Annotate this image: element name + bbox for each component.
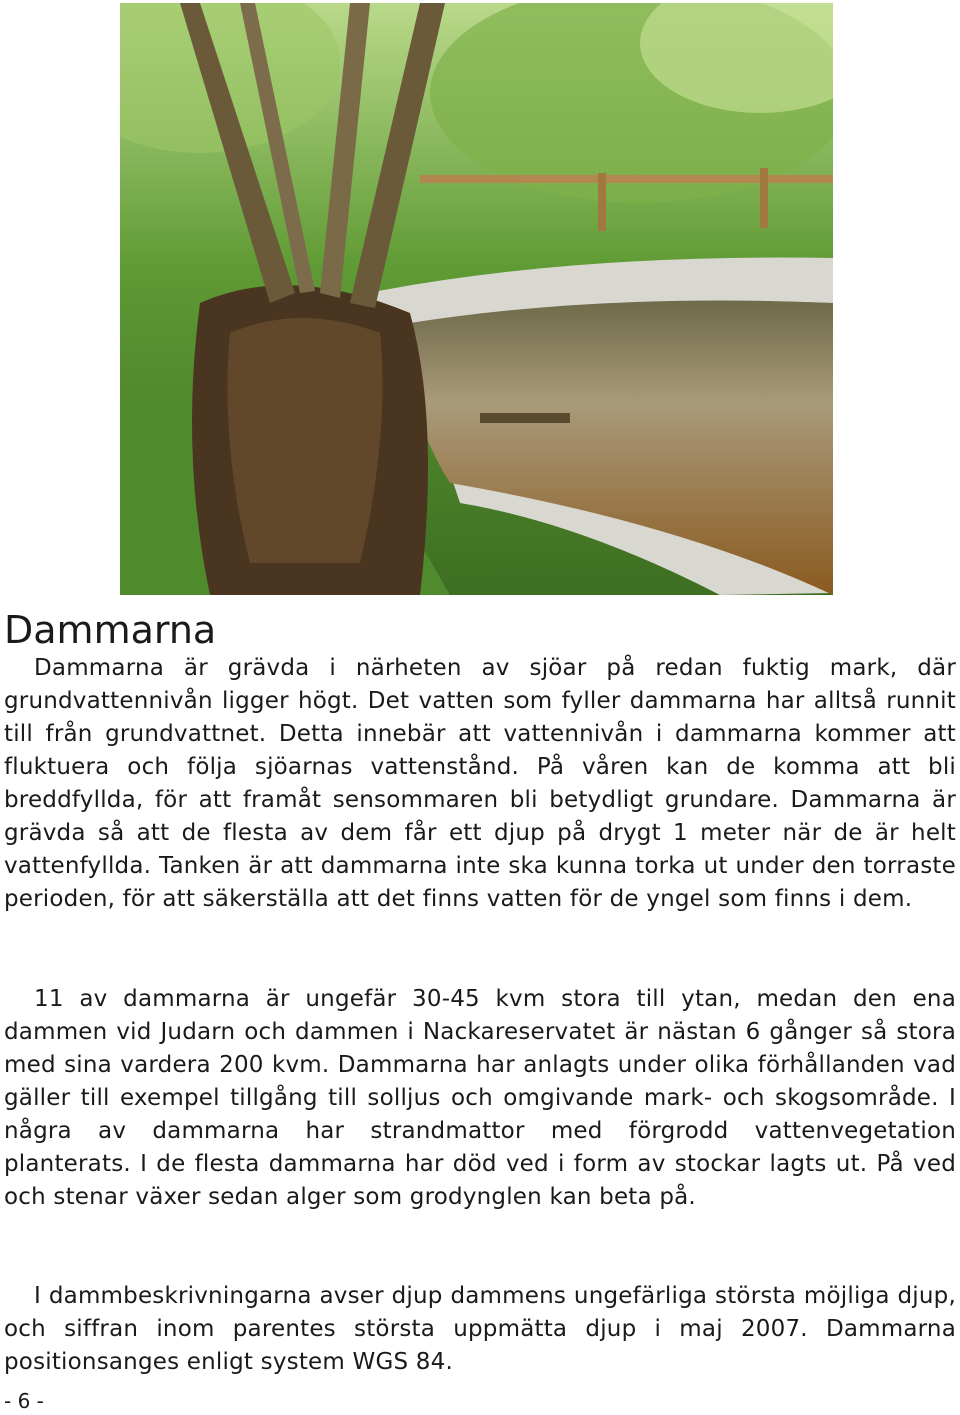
pond-photo xyxy=(120,3,833,595)
pond-photo-icon xyxy=(120,3,833,595)
paragraph-1: Dammarna är grävda i närheten av sjöar på redan fuktig mark, där grundvattennivån ligger högt. Det vatten som fyller dammarna har alltså runnit till från grundvattnet. Detta innebär att vattennivån i dammarna kommer att fluktuera och följa sjöarnas vattenstånd. På våren kan de komma att bli breddfyllda, för att framåt sensommaren bli betydligt grundare. Dammarna är grävda så att de flesta av dem får ett djup på drygt 1 meter när de är helt vattenfyllda. Tanken är att dammarna inte ska kunna torka ut under den torraste perioden, för att säkerställa att det finns vatten för de yngel som finns i dem. xyxy=(4,655,956,912)
paragraph-2: 11 av dammarna är ungefär 30-45 kvm stora till ytan, medan den ena dammen vid Judarn och dammen i Nackareservatet är nästan 6 gånger så stora med sina vardera 200 kvm. Dammarna har anlagts under olika förhållanden vad gäller till exempel tillgång till solljus och omgivande mark- och skogsområde. I några av dammarna har strandmattor med förgrodd vattenvegetation planterats. I de flesta dammarna har död ved i form av stockar lagts ut. På ved och stenar växer sedan alger som grodynglen kan beta på. xyxy=(4,986,956,1210)
page-number: - 6 - xyxy=(4,1389,44,1413)
paragraph-3: I dammbeskrivningarna avser djup dammens ungefärliga största möjliga djup, och siffran inom parentes största uppmätta djup i maj 2007. Dammarna positionsanges enligt system WGS 84. xyxy=(4,1283,956,1375)
page-title: Dammarna xyxy=(4,608,217,652)
